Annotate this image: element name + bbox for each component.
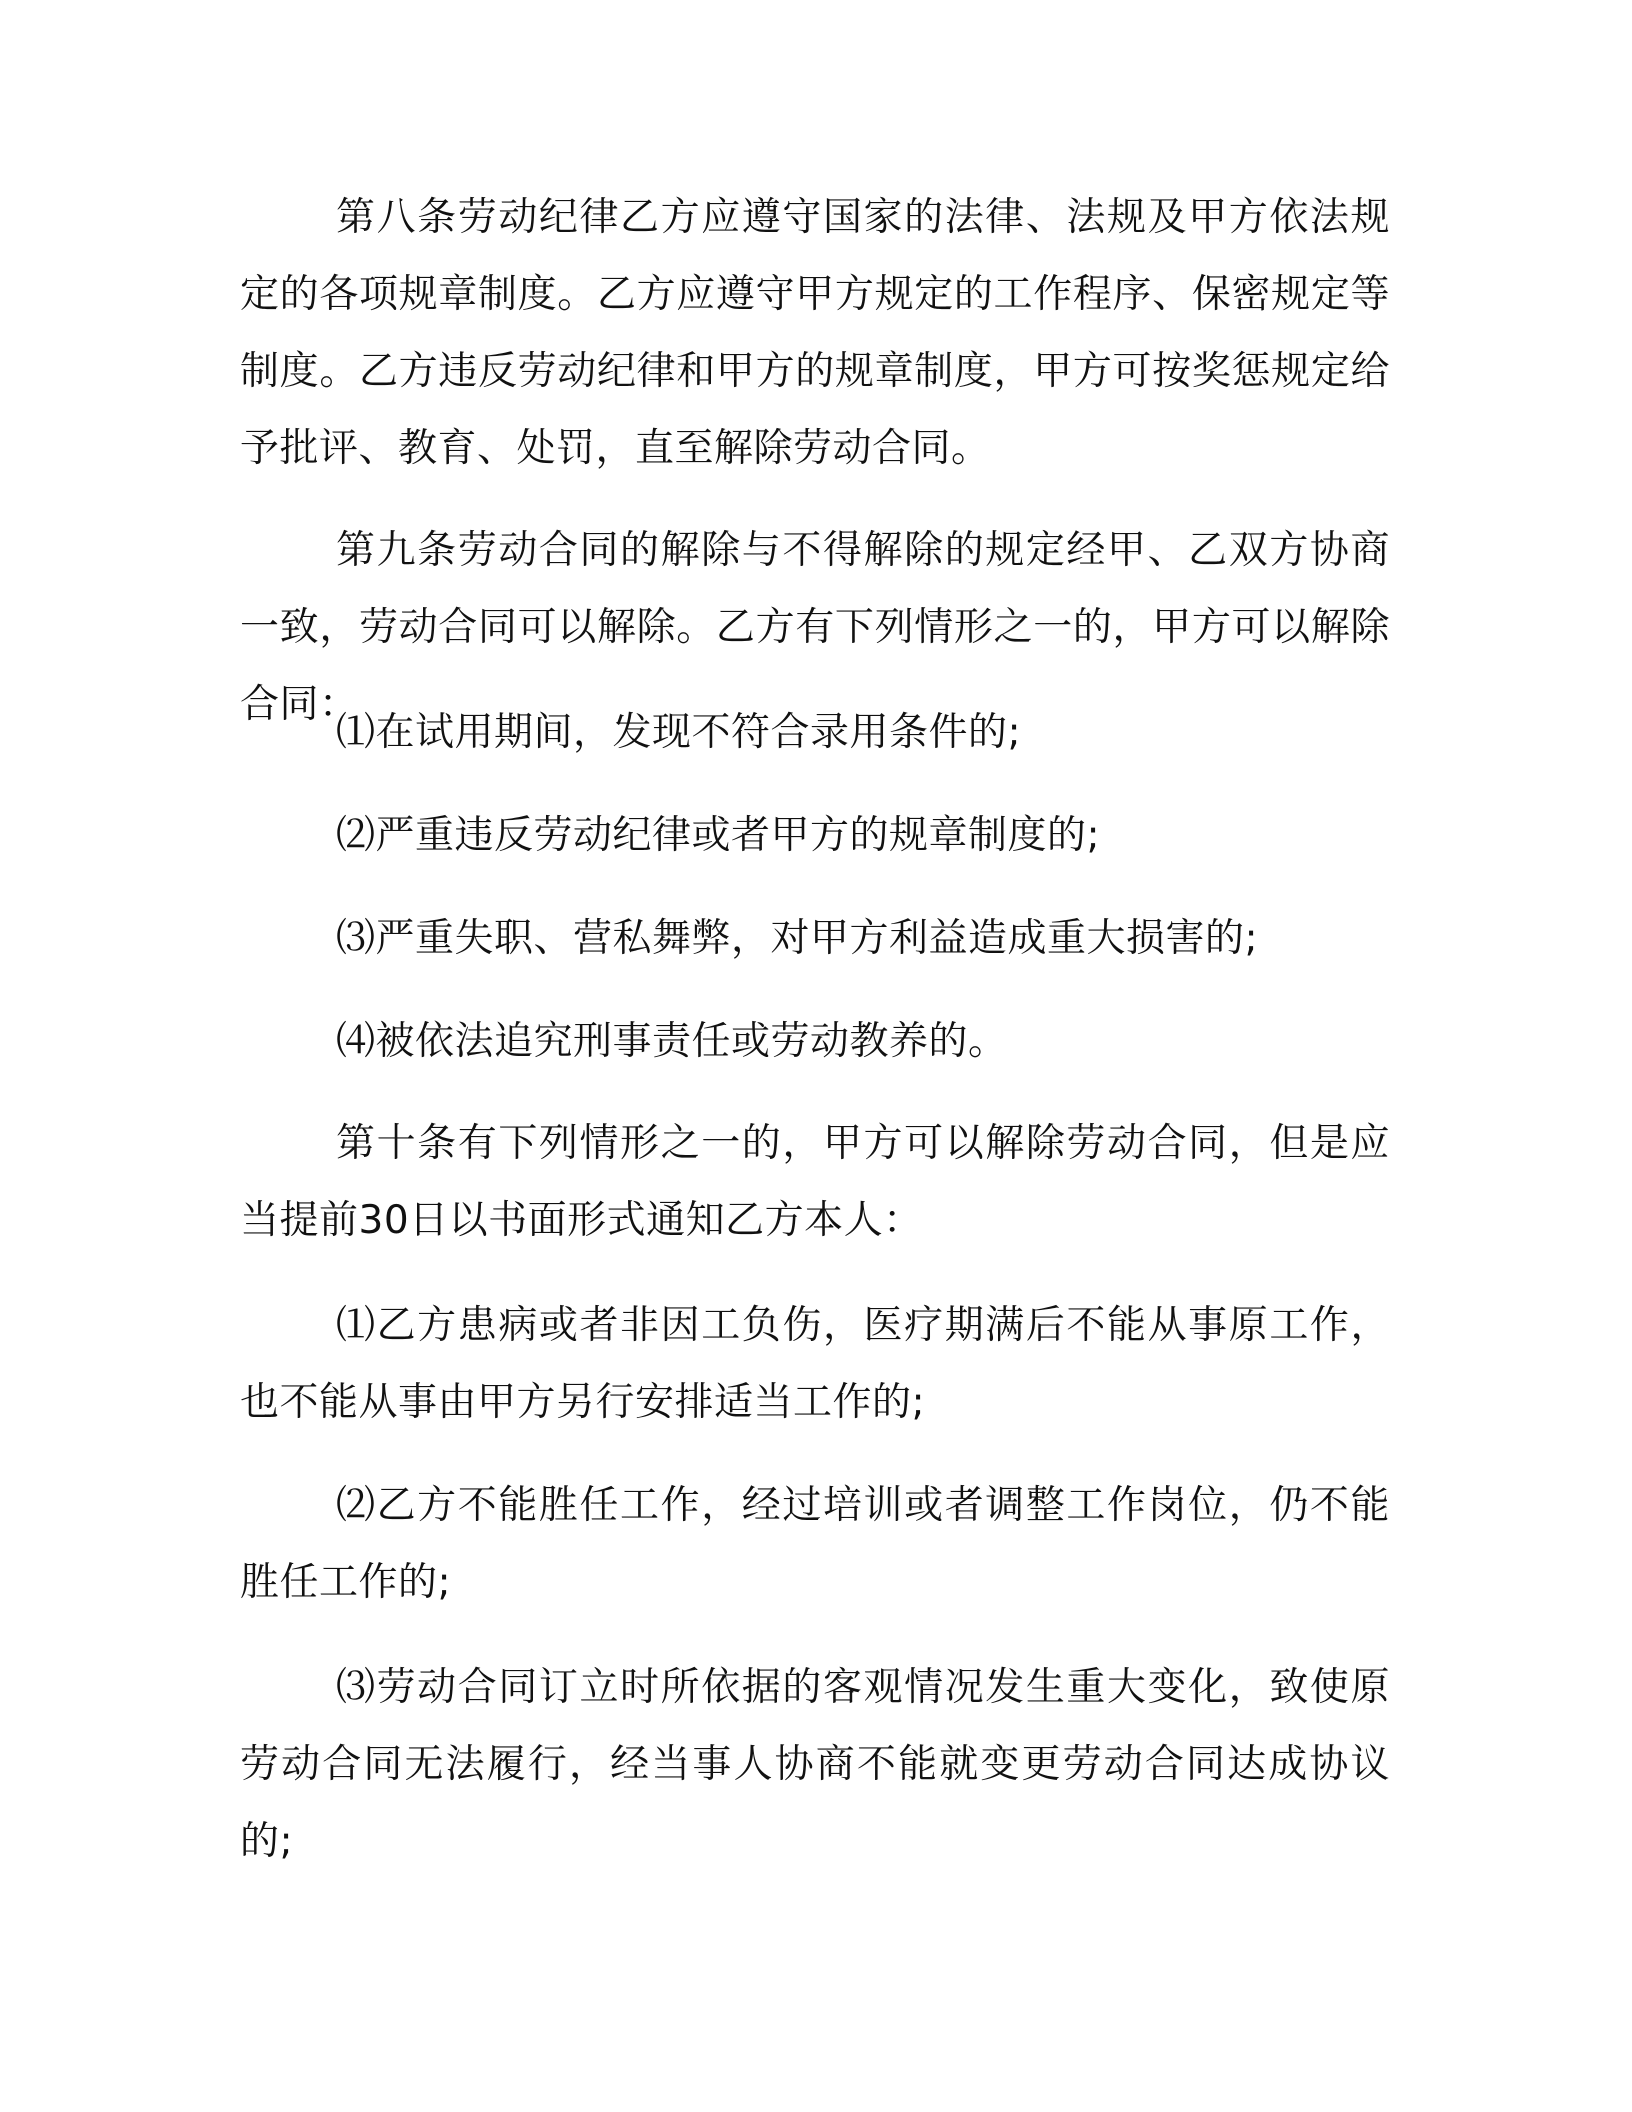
article-9-item-2: ⑵严重违反劳动纪律或者甲方的规章制度的; bbox=[336, 813, 1101, 858]
article-8-paragraph: 第八条劳动纪律乙方应遵守国家的法律、法规及甲方依法规定的各项规章制度。乙方应遵守甲方规定的工作程序、保密规定等制度。乙方违反劳动纪律和甲方的规章制度，甲方可按奖惩规定给予批评、教育、处罚，直至解除劳动合同。 bbox=[240, 195, 1390, 471]
article-9-item-4: ⑷被依法追究刑事责任或劳动教养的。 bbox=[336, 1019, 1008, 1064]
article-10-item-1: ⑴乙方患病或者非因工负伤，医疗期满后不能从事原工作，也不能从事由甲方另行安排适当工作的; bbox=[240, 1303, 1390, 1425]
article-9-item-3: ⑶严重失职、营私舞弊，对甲方利益造成重大损害的; bbox=[336, 916, 1259, 961]
article-10-item-2: ⑵乙方不能胜任工作，经过培训或者调整工作岗位，仍不能胜任工作的; bbox=[240, 1483, 1390, 1605]
article-9-paragraph: 第九条劳动合同的解除与不得解除的规定经甲、乙双方协商一致，劳动合同可以解除。乙方有下列情形之一的，甲方可以解除合同： bbox=[240, 528, 1390, 727]
article-10-item-3: ⑶劳动合同订立时所依据的客观情况发生重大变化，致使原劳动合同无法履行，经当事人协商不能就变更劳动合同达成协议的; bbox=[240, 1665, 1390, 1864]
article-10-paragraph: 第十条有下列情形之一的，甲方可以解除劳动合同，但是应当提前30日以书面形式通知乙方本人： bbox=[240, 1121, 1390, 1243]
article-9-item-1: ⑴在试用期间，发现不符合录用条件的; bbox=[336, 710, 1022, 755]
